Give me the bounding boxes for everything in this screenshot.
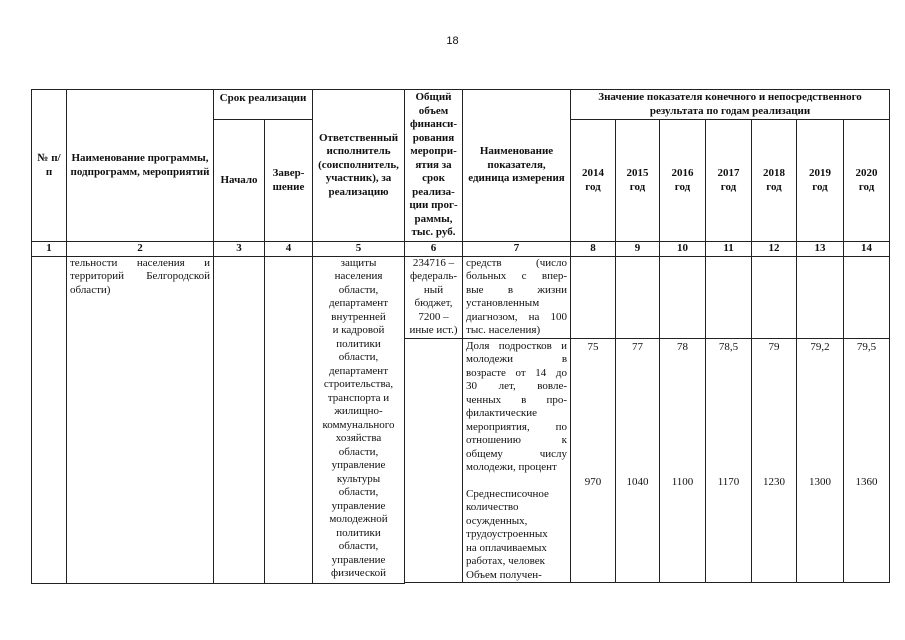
header-year-2020: 2020 год — [844, 120, 890, 242]
start-cell — [214, 256, 265, 583]
value-indicator2: 75 — [587, 340, 599, 353]
value-cell-2017 — [706, 338, 752, 583]
value-cell-2018 — [752, 338, 797, 583]
row-number-cell — [32, 256, 67, 583]
value-indicator2: 78 — [677, 340, 689, 353]
value-indicator2: 79,2 — [810, 340, 830, 353]
value-indicator3: 1360 — [855, 476, 878, 488]
col-number: 9 — [616, 242, 660, 257]
value-cell — [797, 256, 844, 338]
header-year-2019: 2019 год — [797, 120, 844, 242]
executor-cell: защиты населения области, департамент внутренней и кадровой политики области, департамент строительства, транспорта и жилищно- коммунального хозяйства области, управление культуры области, управление молодежной политики области, управление физической — [313, 256, 405, 583]
value-indicator3: 970 — [584, 476, 602, 488]
col-number: 8 — [571, 242, 616, 257]
program-name-cell: тельности населения и территорий Белгородской области) — [67, 256, 214, 583]
column-numbers-row — [32, 242, 890, 257]
end-cell — [265, 256, 313, 583]
header-values-group: Значение показателя конечного и непосредственного результата по годам реализации — [571, 90, 890, 120]
value-cell — [616, 256, 660, 338]
header-name: Наименование программы, подпрограмм, мероприятий — [67, 90, 214, 242]
col-number: 13 — [797, 242, 844, 257]
value-cell — [844, 256, 890, 338]
col-number: 5 — [313, 242, 405, 257]
page-number: 18 — [446, 35, 459, 47]
value-cell-2015 — [616, 338, 660, 583]
value-indicator3: 1170 — [717, 476, 740, 488]
table-row — [32, 256, 890, 338]
header-year-2018: 2018 год — [752, 120, 797, 242]
col-number: 1 — [32, 242, 67, 257]
col-number: 3 — [214, 242, 265, 257]
value-indicator3: 1230 — [763, 476, 786, 488]
value-cell — [752, 256, 797, 338]
col-number: 14 — [844, 242, 890, 257]
value-indicator2: 77 — [632, 340, 644, 353]
col-number: 2 — [67, 242, 214, 257]
value-cell-2020 — [844, 338, 890, 583]
value-indicator2: 79 — [768, 340, 780, 353]
volume-cell-empty — [405, 338, 463, 583]
value-indicator3: 1040 — [626, 476, 649, 488]
value-indicator3: 1100 — [671, 476, 694, 488]
volume-cell: 234716 – федераль- ный бюджет, 7200 – иные ист.) — [405, 256, 463, 338]
header-year-2017: 2017 год — [706, 120, 752, 242]
col-number: 11 — [706, 242, 752, 257]
header-indicator: Наименование показателя, единица измерения — [463, 90, 571, 242]
col-number: 12 — [752, 242, 797, 257]
value-cell — [660, 256, 706, 338]
header-period: Срок реализации — [214, 90, 313, 120]
value-cell — [571, 256, 616, 338]
header-volume: Общий объем финанси-рования меропри-ятия за срок реализа-ции прог-раммы, тыс. руб. — [405, 90, 463, 242]
value-cell — [706, 256, 752, 338]
header-year-2016: 2016 год — [660, 120, 706, 242]
header-executor: Ответственный исполнитель (соисполнитель, участник), за реализацию — [313, 90, 405, 242]
indicator-cell-2: Доля подростков и молодежи в возрасте от 14 до 30 лет, вовле- ченных в про- филактические мероприятия, по отношению к общему числу молодежи, процент Среднесписочное количество осужденных, трудоустроенных на оплачиваемых работах, человек Объем получен- — [463, 338, 571, 583]
header-end: Завер-шение — [265, 120, 313, 242]
value-cell-2016 — [660, 338, 706, 583]
header-year-2014: 2014 год — [571, 120, 616, 242]
header-start: Начало — [214, 120, 265, 242]
col-number: 10 — [660, 242, 706, 257]
value-cell-2019 — [797, 338, 844, 583]
value-cell-2014 — [571, 338, 616, 583]
col-number: 6 — [405, 242, 463, 257]
header-number: № п/п — [32, 90, 67, 242]
value-indicator3: 1300 — [809, 476, 832, 488]
indicator-cell-1: средств (число больных с впер- вые в жизни установленным диагнозом, на 100 тыс. населения) — [463, 256, 571, 338]
program-table — [31, 89, 890, 584]
col-number: 7 — [463, 242, 571, 257]
header-year-2015: 2015 год — [616, 120, 660, 242]
value-indicator2: 78,5 — [718, 340, 739, 353]
value-indicator2: 79,5 — [856, 340, 877, 353]
col-number: 4 — [265, 242, 313, 257]
